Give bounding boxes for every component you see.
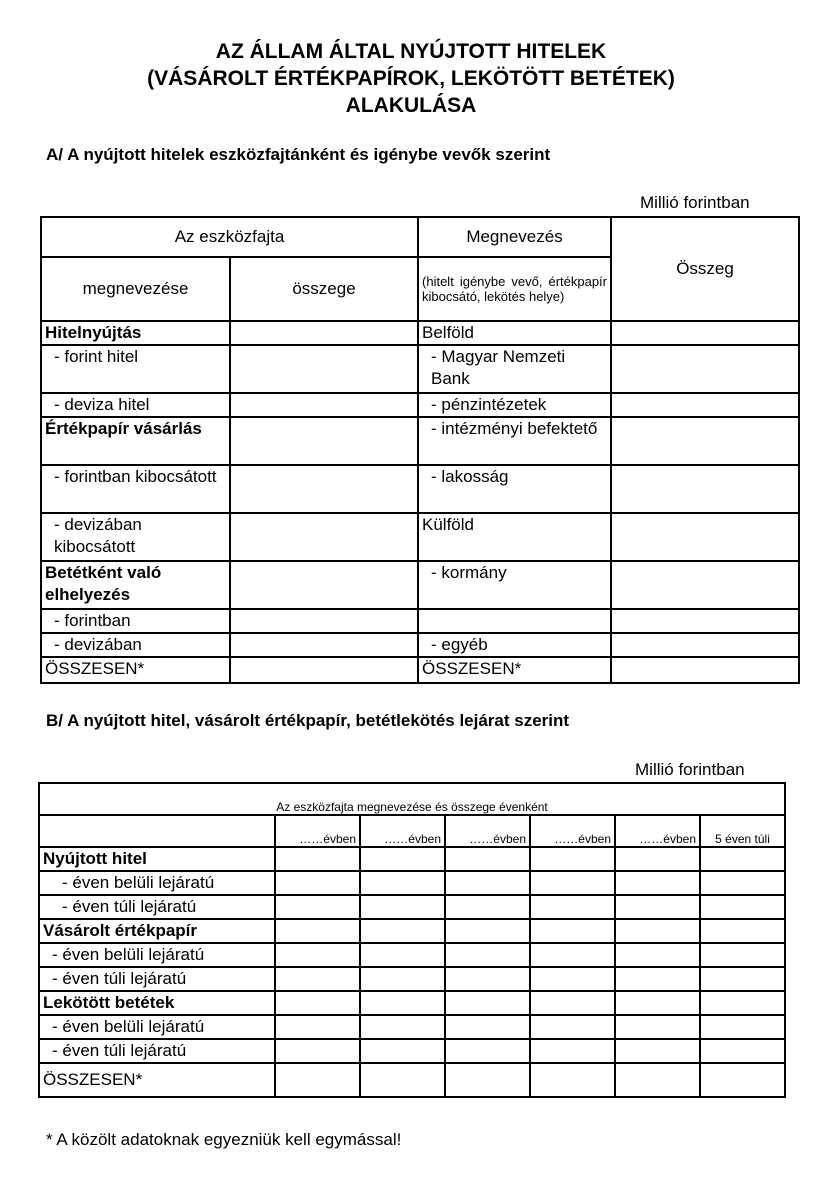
section-a-heading: A/ A nyújtott hitelek eszközfajtánként és igénybe vevők szerint — [46, 145, 551, 164]
amount-cell[interactable] — [230, 417, 418, 465]
year-cell[interactable] — [275, 847, 360, 871]
year-cell[interactable] — [445, 1063, 530, 1097]
header-empty-cell — [39, 815, 275, 847]
year-cell[interactable] — [530, 895, 615, 919]
amount-cell[interactable] — [611, 465, 799, 513]
year-cell[interactable] — [615, 1039, 700, 1063]
amount-cell[interactable] — [230, 609, 418, 633]
amount-cell[interactable] — [611, 513, 799, 561]
year-cell[interactable] — [360, 895, 445, 919]
document-title — [0, 38, 822, 119]
table-row-label: - pénzintézetek — [418, 393, 611, 417]
year-cell[interactable] — [700, 1039, 785, 1063]
amount-cell[interactable] — [611, 633, 799, 657]
total-label: ÖSSZESEN* — [39, 1063, 275, 1097]
amount-cell[interactable] — [230, 465, 418, 513]
year-cell[interactable] — [360, 991, 445, 1015]
year-cell[interactable] — [275, 919, 360, 943]
year-cell[interactable] — [530, 847, 615, 871]
year-cell[interactable] — [275, 943, 360, 967]
table-row-label: - éven belüli lejáratú — [39, 1015, 275, 1039]
year-cell[interactable] — [445, 871, 530, 895]
table-row-label: Külföld — [418, 513, 611, 561]
table-row-label: - forintban — [41, 609, 230, 633]
year-cell[interactable] — [700, 1063, 785, 1097]
year-cell[interactable] — [530, 871, 615, 895]
year-cell[interactable] — [360, 967, 445, 991]
table-b — [38, 782, 786, 1098]
year-cell[interactable] — [275, 1039, 360, 1063]
amount-cell[interactable] — [611, 561, 799, 609]
year-cell[interactable] — [700, 895, 785, 919]
year-column-header: 5 éven túli — [700, 815, 785, 847]
title-line-2: (VÁSÁROLT ÉRTÉKPAPÍROK, LEKÖTÖTT BETÉTEK) — [147, 67, 675, 90]
amount-cell[interactable] — [611, 345, 799, 393]
footnote: * A közölt adatoknak egyezniük kell egymással! — [46, 1130, 402, 1149]
table-row-label: Lekötött betétek — [39, 991, 275, 1015]
year-column-header: ……évben — [275, 815, 360, 847]
header-asset-name: megnevezése — [41, 257, 230, 321]
year-cell[interactable] — [360, 847, 445, 871]
year-cell[interactable] — [445, 895, 530, 919]
amount-cell[interactable] — [230, 561, 418, 609]
amount-cell[interactable] — [230, 633, 418, 657]
year-cell[interactable] — [615, 967, 700, 991]
year-cell[interactable] — [275, 967, 360, 991]
amount-cell[interactable] — [611, 609, 799, 633]
amount-cell[interactable] — [230, 393, 418, 417]
year-cell[interactable] — [615, 919, 700, 943]
year-cell[interactable] — [360, 871, 445, 895]
year-cell[interactable] — [700, 919, 785, 943]
year-cell[interactable] — [360, 1063, 445, 1097]
table-row-label: - éven túli lejáratú — [39, 1039, 275, 1063]
header-designation: Megnevezés — [418, 217, 611, 257]
year-cell[interactable] — [700, 871, 785, 895]
section-b-heading: B/ A nyújtott hitel, vásárolt értékpapír, betétlekötés lejárat szerint — [46, 711, 570, 730]
table-row-label: - éven túli lejáratú — [39, 895, 275, 919]
table-row-label: - forintban kibocsátott — [41, 465, 230, 513]
year-cell[interactable] — [275, 871, 360, 895]
table-row-label: Hitelnyújtás — [41, 321, 230, 345]
year-cell[interactable] — [360, 1039, 445, 1063]
table-row-label: - intézményi befektető — [418, 417, 611, 465]
year-cell[interactable] — [445, 967, 530, 991]
year-cell[interactable] — [275, 991, 360, 1015]
table-row-label: - Magyar Nemzeti Bank — [418, 345, 611, 393]
year-cell[interactable] — [275, 1015, 360, 1039]
amount-cell[interactable] — [230, 345, 418, 393]
table-row-label: - kormány — [418, 561, 611, 609]
table-row-label — [418, 609, 611, 633]
amount-cell[interactable] — [230, 657, 418, 683]
year-cell[interactable] — [530, 919, 615, 943]
year-cell[interactable] — [615, 1015, 700, 1039]
year-cell[interactable] — [700, 943, 785, 967]
table-row-label: Betétként való elhelyezés — [41, 561, 230, 609]
table-row-label: Értékpapír vásárlás — [41, 417, 230, 465]
year-cell[interactable] — [615, 895, 700, 919]
year-cell[interactable] — [445, 943, 530, 967]
header-span: Az eszközfajta megnevezése és összege évenként — [39, 783, 785, 815]
year-cell[interactable] — [445, 1039, 530, 1063]
table-row-label: - devizában — [41, 633, 230, 657]
header-amount: Összeg — [611, 217, 799, 321]
table-row-label: - éven belüli lejáratú — [39, 943, 275, 967]
year-cell[interactable] — [615, 991, 700, 1015]
year-column-header: ……évben — [445, 815, 530, 847]
amount-cell[interactable] — [611, 321, 799, 345]
year-cell[interactable] — [615, 847, 700, 871]
amount-cell[interactable] — [230, 321, 418, 345]
table-row-label: Nyújtott hitel — [39, 847, 275, 871]
title-line-3: ALAKULÁSA — [345, 94, 477, 117]
year-column-header: ……évben — [615, 815, 700, 847]
amount-cell[interactable] — [230, 513, 418, 561]
amount-cell[interactable] — [611, 417, 799, 465]
year-cell[interactable] — [615, 871, 700, 895]
year-cell[interactable] — [360, 919, 445, 943]
header-asset-type: Az eszközfajta — [41, 217, 418, 257]
year-cell[interactable] — [275, 895, 360, 919]
year-cell[interactable] — [530, 1063, 615, 1097]
year-cell[interactable] — [360, 943, 445, 967]
total-label: ÖSSZESEN* — [418, 657, 611, 683]
section-b-unit: Millió forintban — [635, 760, 745, 779]
table-row-label: - éven belüli lejáratú — [39, 871, 275, 895]
year-cell[interactable] — [615, 1063, 700, 1097]
year-cell[interactable] — [445, 847, 530, 871]
table-row-label: - deviza hitel — [41, 393, 230, 417]
table-row-label: - éven túli lejáratú — [39, 967, 275, 991]
table-row-label: - forint hitel — [41, 345, 230, 393]
year-cell[interactable] — [530, 943, 615, 967]
year-cell[interactable] — [530, 1015, 615, 1039]
year-cell[interactable] — [275, 1063, 360, 1097]
table-row-label: - lakosság — [418, 465, 611, 513]
table-row-label: - egyéb — [418, 633, 611, 657]
title-line-1: AZ ÁLLAM ÁLTAL NYÚJTOTT HITELEK — [215, 40, 607, 63]
year-column-header: ……évben — [360, 815, 445, 847]
table-row-label: Belföld — [418, 321, 611, 345]
amount-cell[interactable] — [611, 393, 799, 417]
amount-cell[interactable] — [611, 657, 799, 683]
header-designation-note: (hitelt igénybe vevő, értékpapír kibocsátó, lekötés helye) — [418, 257, 611, 321]
section-a-unit: Millió forintban — [640, 193, 750, 212]
year-cell[interactable] — [700, 1015, 785, 1039]
year-cell[interactable] — [700, 847, 785, 871]
year-cell[interactable] — [445, 1015, 530, 1039]
year-cell[interactable] — [445, 919, 530, 943]
year-column-header: ……évben — [530, 815, 615, 847]
year-cell[interactable] — [700, 967, 785, 991]
year-cell[interactable] — [530, 967, 615, 991]
year-cell[interactable] — [530, 1039, 615, 1063]
year-cell[interactable] — [615, 943, 700, 967]
table-row-label: Vásárolt értékpapír — [39, 919, 275, 943]
table-a — [40, 216, 800, 684]
year-cell[interactable] — [700, 991, 785, 1015]
year-cell[interactable] — [445, 991, 530, 1015]
table-row-label: - devizában kibocsátott — [41, 513, 230, 561]
header-asset-amount: összege — [230, 257, 418, 321]
year-cell[interactable] — [530, 991, 615, 1015]
total-label: ÖSSZESEN* — [41, 657, 230, 683]
year-cell[interactable] — [360, 1015, 445, 1039]
